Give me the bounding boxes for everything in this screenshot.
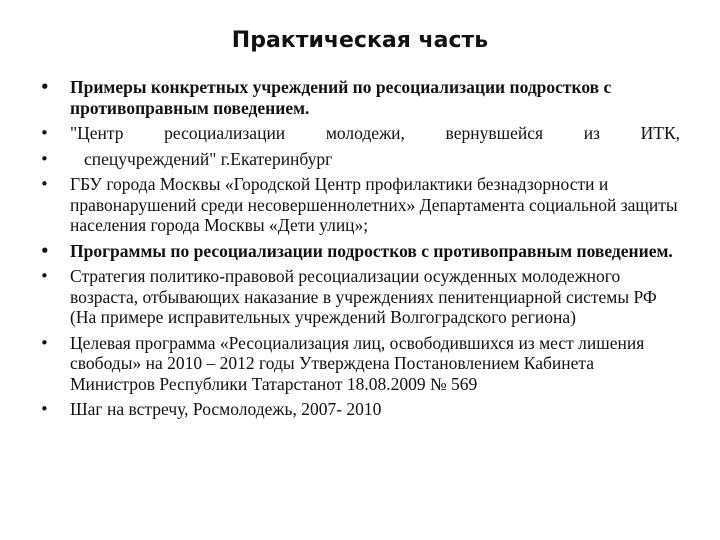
slide-title: Практическая часть <box>231 28 489 53</box>
bullet-icon: • <box>40 149 49 168</box>
bullet-icon: • <box>40 400 49 418</box>
list-item <box>40 266 680 328</box>
list-item <box>40 399 680 420</box>
bullet-icon: • <box>40 241 50 260</box>
list-item <box>40 174 680 236</box>
list-item-text: Примеры конкретных учреждений по ресоциализации подростков с противоправным поведением. <box>70 77 612 118</box>
bullet-icon: • <box>40 124 49 142</box>
bullet-list <box>40 77 680 425</box>
bullet-icon: • <box>40 267 49 285</box>
list-item-text: "Центр ресоциализации молодежи, вернувшейся из ИТК, <box>70 123 680 143</box>
list-item-text: Стратегия политико-правовой ресоциализации осужденных молодежного возраста, отбывающих наказание в учреждениях пенитенциарной системы РФ (На примере исправительных учреждений Волгоградского региона) <box>70 266 657 327</box>
list-item <box>40 149 680 170</box>
bullet-icon: • <box>40 333 49 352</box>
list-item-text: Программы по ресоциализации подростков с противоправным поведением. <box>70 240 673 261</box>
bullet-icon: • <box>40 175 49 193</box>
bullet-icon: • <box>40 78 50 96</box>
list-item-text: спецучреждений" г.Екатеринбург <box>84 148 333 169</box>
list-item-text: ГБУ города Москвы «Городской Центр профилактики безнадзорности и правонарушений среди несовершеннолетних» Департамента социальной защиты населения города Москвы «Дети улиц»; <box>70 174 678 235</box>
list-item-text: Шаг на встречу, Росмолодежь, 2007- 2010 <box>70 399 382 419</box>
list-item <box>40 241 680 262</box>
list-item <box>40 333 680 395</box>
list-item <box>40 77 680 118</box>
list-item-text: Целевая программа «Ресоциализация лиц, освободившихся из мест лишения свободы» на 2010 – 2012 годы Утверждена Постановлением Кабинета Министров Республики Татарстанот 18.08.2009 № 569 <box>70 332 645 394</box>
list-item <box>40 123 680 144</box>
